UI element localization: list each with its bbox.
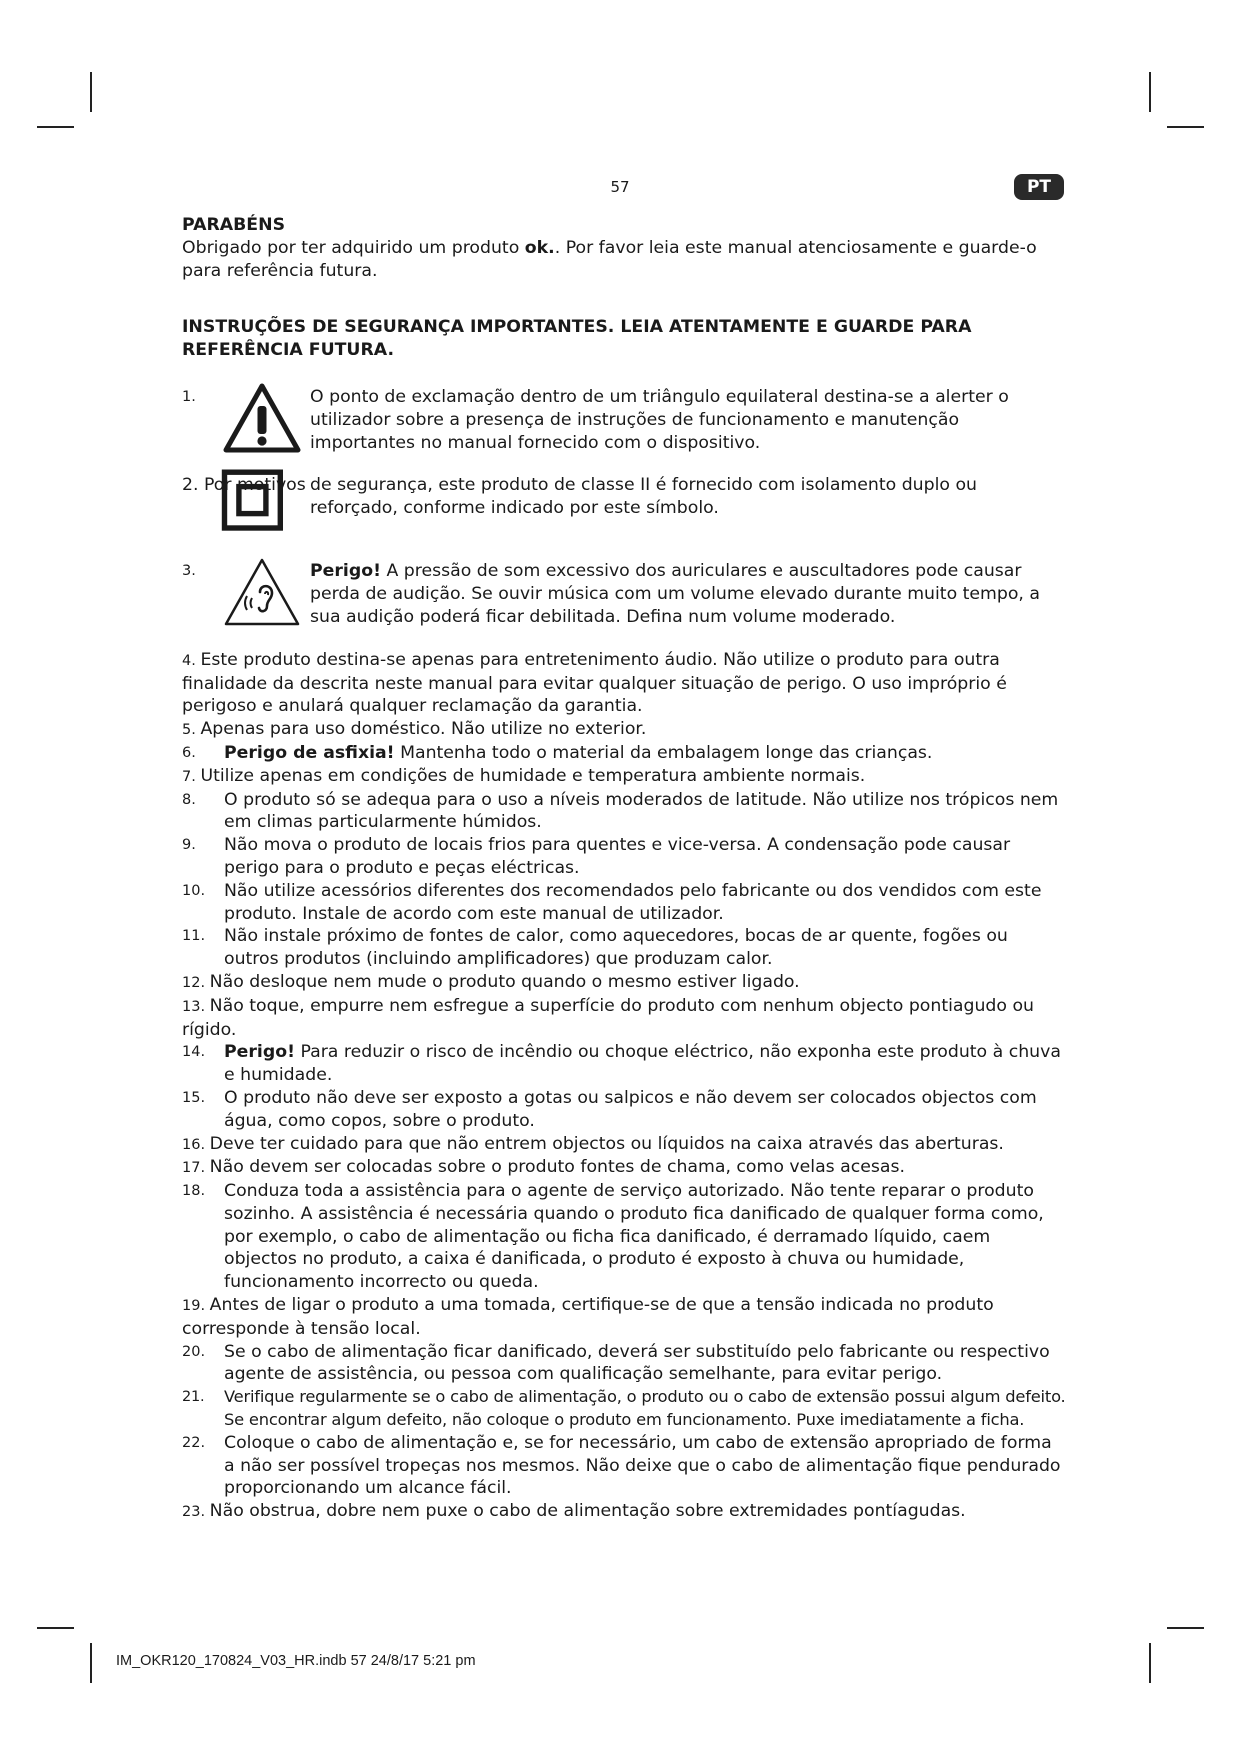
list-item-17 xyxy=(182,1156,1067,1180)
list-text: Não instale próximo de fontes de calor, como aquecedores, bocas de ar quente, fogões ou outros produtos (incluindo amplificadores) que produzam calor. xyxy=(224,926,1008,970)
list-item-20 xyxy=(182,1341,1067,1387)
list-text: Não mova o produto de locais frios para quentes e vice-versa. A condensação pode causar perigo para o produto e peças eléctricas. xyxy=(224,835,1011,878)
warning-label: Perigo! xyxy=(310,561,381,582)
list-item-23 xyxy=(182,1500,1067,1524)
list-number: 14. xyxy=(182,1044,206,1061)
list-number: 17. xyxy=(182,1160,210,1177)
intro-title: PARABÉNS xyxy=(182,215,286,235)
symbol-number: 3. xyxy=(182,563,196,580)
page-number: 57 xyxy=(610,178,630,196)
list-number: 15. xyxy=(182,1089,206,1106)
list-number: 12. xyxy=(182,974,210,991)
list-text: Não devem ser colocadas sobre o produto fontes de chama, como velas acesas. xyxy=(209,1157,905,1178)
symbol-text: O ponto de exclamação dentro de um triângulo equilateral destina-se a alerter o utilizador sobre a presença de instruções de funcionamento e manutenção importantes no manual fornecido com o dispositivo. xyxy=(310,386,1009,453)
list-text: Não desloque nem mude o produto quando o mesmo estiver ligado. xyxy=(209,971,800,992)
print-footer: IM_OKR120_170824_V03_HR.indb 57 24/8/17 5:21 pm xyxy=(116,1653,476,1669)
list-text: Para reduzir o risco de incêndio ou choque eléctrico, não exponha este produto à chuva e humidade. xyxy=(224,1042,1061,1086)
crop-mark-top-right-h xyxy=(1167,126,1204,128)
list-number: 7. xyxy=(182,768,201,785)
list-number: 8. xyxy=(182,791,196,808)
list-text: Não utilize acessórios diferentes dos recomendados pelo fabricante ou dos vendidos com este produto. Instale de acordo com este manual de utilizador. xyxy=(224,880,1042,924)
brand-name: ok. xyxy=(524,237,555,258)
list-item-10 xyxy=(182,880,1067,926)
crop-mark-top-right-v xyxy=(1149,72,1151,112)
list-item-11 xyxy=(182,925,1067,971)
crop-mark-top-left-h xyxy=(37,126,74,128)
list-item-12 xyxy=(182,971,1067,995)
list-text: Apenas para uso doméstico. Não utilize no exterior. xyxy=(200,719,647,740)
manual-content xyxy=(182,214,1067,1524)
list-item-21 xyxy=(182,1386,1067,1432)
crop-mark-top-left-v xyxy=(90,72,92,112)
hearing-warning-icon xyxy=(222,556,302,628)
list-text: O produto só se adequa para o uso a níveis moderados de latitude. Não utilize nos trópicos nem em climas particularmente húmidos. xyxy=(224,789,1059,833)
list-number: 22. xyxy=(182,1434,206,1451)
list-text: Coloque o cabo de alimentação e, se for necessário, um cabo de extensão apropriado de forma a não ser possível tropeças nos mesmos. Não deixe que o cabo de alimentação fique pendurado proporcionando um alcance fácil. xyxy=(224,1432,1061,1499)
list-number: 13. xyxy=(182,998,210,1015)
warning-label: Perigo! xyxy=(224,1042,295,1063)
double-insulation-icon xyxy=(220,466,292,536)
symbol-row-1 xyxy=(182,386,1067,454)
list-text: Deve ter cuidado para que não entrem objectos ou líquidos na caixa através das aberturas. xyxy=(209,1133,1004,1154)
crop-mark-bottom-right-h xyxy=(1167,1627,1204,1629)
list-item-4 xyxy=(182,649,1067,718)
warning-label: Perigo de asfixia! xyxy=(224,742,395,763)
intro-paragraph xyxy=(182,237,1067,283)
list-number: 20. xyxy=(182,1343,206,1360)
list-item-7 xyxy=(182,765,1067,789)
list-item-6 xyxy=(182,742,1067,765)
symbol-row-2 xyxy=(182,474,1067,540)
list-item-14 xyxy=(182,1041,1067,1087)
list-item-16 xyxy=(182,1133,1067,1157)
symbol-text xyxy=(310,561,1040,627)
list-text: Não obstrua, dobre nem puxe o cabo de alimentação sobre extremidades pontíagudas. xyxy=(209,1501,966,1522)
list-item-13 xyxy=(182,995,1067,1042)
list-text: Antes de ligar o produto a uma tomada, certifique-se de que a tensão indicada no produto corresponde à tensão local. xyxy=(182,1295,994,1339)
list-item-18 xyxy=(182,1180,1067,1294)
list-item-15 xyxy=(182,1087,1067,1133)
list-text: Conduza toda a assistência para o agente de serviço autorizado. Não tente reparar o produto sozinho. A assistência é necessária quando o produto fica danificado de qualquer forma como, por exemplo, o cabo de alimentação ou ficha fica danificado, é derramado líquido, caem objectos no produto, a caixa é danificada, o produto é exposto à chuva ou humidade, funcionamento incorrecto ou queda. xyxy=(224,1181,1044,1293)
list-number: 19. xyxy=(182,1298,210,1315)
symbol-text-body: A pressão de som excessivo dos auriculares e auscultadores pode causar perda de audição. Se ouvir música com um volume elevado durante muito tempo, a sua audição poderá ficar debilitada. Defina num volume moderado. xyxy=(310,561,1041,627)
exclamation-triangle-icon xyxy=(222,382,302,454)
list-number: 6. xyxy=(182,744,196,761)
list-item-9 xyxy=(182,834,1067,880)
crop-mark-bottom-left-v xyxy=(90,1643,92,1683)
intro-text-after: . Por favor leia este manual atenciosamente e guarde-o para referência futura. xyxy=(182,237,1037,281)
list-number: 11. xyxy=(182,928,206,945)
safety-title: INSTRUÇÕES DE SEGURANÇA IMPORTANTES. LEIA ATENTAMENTE E GUARDE PARA REFERÊNCIA FUTURA. xyxy=(182,317,972,361)
symbol-number: 1. xyxy=(182,388,196,405)
list-item-22 xyxy=(182,1432,1067,1500)
list-text: Se o cabo de alimentação ficar danificado, deverá ser substituído pelo fabricante ou respectivo agente de assistência, ou pessoa com qualificação semelhante, para evitar perigo. xyxy=(224,1341,1050,1385)
list-number: 9. xyxy=(182,837,196,854)
list-text: Verifique regularmente se o cabo de alimentação, o produto ou o cabo de extensão possui algum defeito. Se encontrar algum defeito, não coloque o produto em funcionamento. Puxe imediatamente a ficha. xyxy=(224,1387,1066,1430)
symbol-row-3 xyxy=(182,560,1067,628)
list-text: Utilize apenas em condições de humidade e temperatura ambiente normais. xyxy=(200,765,866,786)
intro-text-before: Obrigado por ter adquirido um produto xyxy=(182,237,525,258)
list-item-19 xyxy=(182,1294,1067,1341)
list-number: 23. xyxy=(182,1504,210,1521)
list-number: 5. xyxy=(182,722,201,739)
list-text: Este produto destina-se apenas para entretenimento áudio. Não utilize o produto para outra finalidade da descrita neste manual para evitar qualquer situação de perigo. O uso impróprio é perigoso e anulará qualquer reclamação da garantia. xyxy=(182,649,1007,717)
list-text: Não toque, empurre nem esfregue a superfície do produto com nenhum objecto pontiagudo ou rígido. xyxy=(182,995,1034,1040)
list-text: O produto não deve ser exposto a gotas ou salpicos e não devem ser colocados objectos com água, como copos, sobre o produto. xyxy=(224,1087,1037,1131)
symbol-number: 2. Por motivos xyxy=(182,475,306,496)
symbol-text: de segurança, este produto de classe II é fornecido com isolamento duplo ou reforçado, conforme indicado por este símbolo. xyxy=(310,475,977,519)
list-number: 4. xyxy=(182,652,201,669)
crop-mark-bottom-right-v xyxy=(1149,1643,1151,1683)
list-item-5 xyxy=(182,718,1067,742)
language-badge: PT xyxy=(1014,174,1064,200)
list-number: 10. xyxy=(182,882,206,899)
crop-mark-bottom-left-h xyxy=(37,1627,74,1629)
list-number: 16. xyxy=(182,1136,210,1153)
list-item-8 xyxy=(182,789,1067,835)
list-text: Mantenha todo o material da embalagem longe das crianças. xyxy=(394,742,933,763)
list-number: 21. xyxy=(182,1389,205,1406)
list-number: 18. xyxy=(182,1183,206,1200)
